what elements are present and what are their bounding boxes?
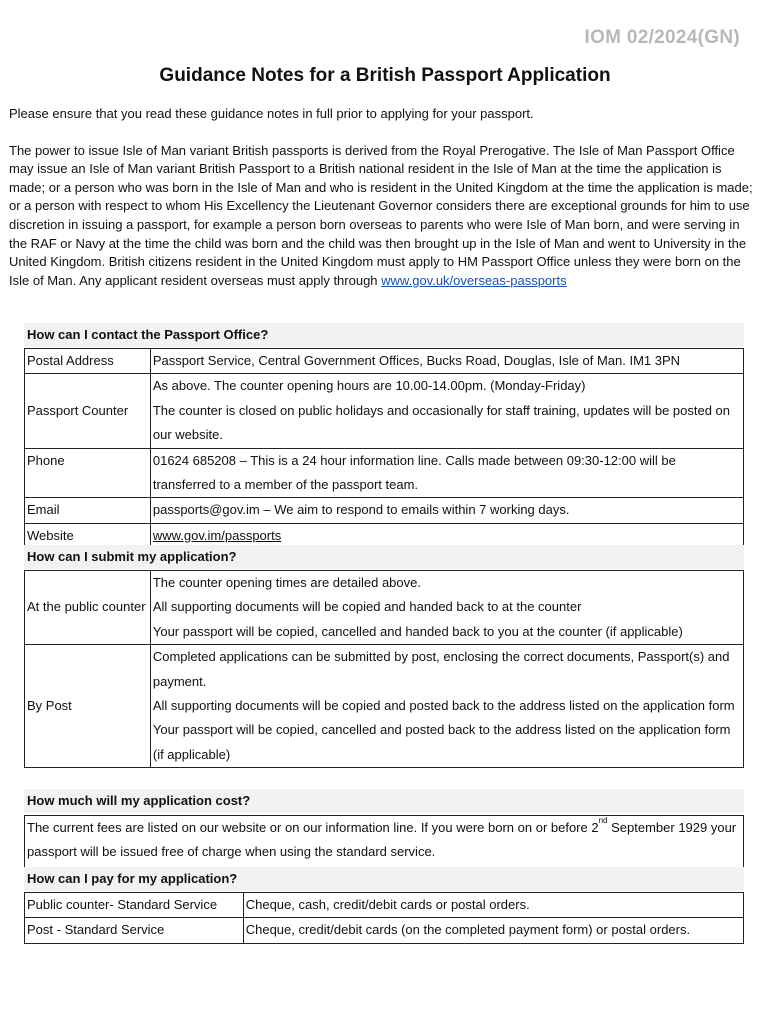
cost-heading: How much will my application cost? — [24, 789, 744, 813]
by-post-value — [150, 645, 743, 768]
post-documents-text: All supporting documents will be copied and posted back to the address listed on the application form — [152, 698, 735, 714]
pay-counter-value: Cheque, cash, credit/debit cards or postal orders. — [243, 893, 743, 918]
pay-table — [24, 892, 744, 944]
pay-post-label: Post - Standard Service — [25, 918, 244, 943]
table-row — [25, 645, 744, 768]
email-label: Email — [25, 498, 151, 523]
counter-times-text: The counter opening times are detailed above. — [152, 575, 421, 590]
counter-hours-text: As above. The counter opening hours are 10.00-14.00pm. (Monday-Friday) — [152, 378, 586, 394]
intro-eligibility — [9, 142, 761, 291]
contact-table — [24, 348, 744, 549]
intro-notice: Please ensure that you read these guidance notes in full prior to applying for your passport. — [9, 106, 534, 121]
post-passport-text: Your passport will be copied, cancelled and posted back to the address listed on the application form (if applicable) — [152, 722, 731, 762]
pay-post-value: Cheque, credit/debit cards (on the completed payment form) or postal orders. — [243, 918, 743, 943]
table-row — [25, 349, 744, 374]
public-counter-label: At the public counter — [25, 571, 151, 645]
email-value: passports@gov.im – We aim to respond to emails within 7 working days. — [150, 498, 743, 523]
counter-documents-text: All supporting documents will be copied and handed back to at the counter — [152, 599, 582, 615]
overseas-passports-link[interactable]: www.gov.uk/overseas-passports — [381, 272, 567, 288]
cost-superscript: nd — [598, 816, 608, 825]
table-row — [25, 571, 744, 645]
cost-box — [24, 815, 744, 868]
pay-counter-label: Public counter- Standard Service — [25, 893, 244, 918]
table-row — [25, 448, 744, 498]
intro-eligibility-text: The power to issue Isle of Man variant British passports is derived from the Royal Prerogative. The Isle of Man Passport Office may issue an Isle of Man variant British Passport to a British national resident in the Isle of Man at the time the application is made; or a person who was born in the Isle of Man and who is resident in the United Kingdom at the time the application is made; or a person with respect to whom His Excellency the Lieutenant Governor considers there are exceptional grounds for him to use discretion in issuing a passport, for example a person born overseas to parents who were Isle of Man born, and were serving in the RAF or Navy at the time the child was born and the child was then brought up in the Isle of Man and went to University in the United Kingdom. British citizens resident in the United Kingdom must apply to HM Passport Office unless they were born on the Isle of Man. Any applicant resident overseas must apply through — [9, 142, 753, 288]
website-label: Website — [25, 523, 151, 548]
page-title: Guidance Notes for a British Passport Application — [159, 65, 611, 86]
website-link[interactable]: www.gov.im/passports — [152, 527, 282, 543]
cost-text-b: September 1929 your passport will be issued free of charge when using the standard service. — [27, 820, 737, 860]
postal-address-label: Postal Address — [25, 349, 151, 374]
intro-section — [9, 105, 761, 308]
counter-closure-text: The counter is closed on public holidays and occasionally for staff training, updates will be posted on our website. — [152, 402, 731, 443]
phone-label: Phone — [25, 448, 151, 498]
table-row — [25, 918, 744, 943]
post-submission-text: Completed applications can be submitted by post, enclosing the correct documents, Passport(s) and payment. — [152, 649, 730, 689]
counter-passport-text: Your passport will be copied, cancelled and handed back to you at the counter (if applicable) — [152, 623, 683, 639]
contact-heading: How can I contact the Passport Office? — [24, 323, 744, 347]
cost-text-a: The current fees are listed on our website or on our information line. If you were born on or before 2 — [27, 820, 599, 835]
submit-table — [24, 570, 744, 768]
passport-counter-label: Passport Counter — [25, 374, 151, 448]
submit-heading: How can I submit my application? — [24, 545, 744, 569]
document-reference: IOM 02/2024(GN) — [584, 27, 740, 48]
pay-heading: How can I pay for my application? — [24, 867, 744, 891]
table-row — [25, 893, 744, 918]
passport-counter-value — [150, 374, 743, 448]
by-post-label: By Post — [25, 645, 151, 768]
postal-address-value: Passport Service, Central Government Offices, Bucks Road, Douglas, Isle of Man. IM1 3PN — [150, 349, 743, 374]
table-row — [25, 498, 744, 523]
phone-value: 01624 685208 – This is a 24 hour information line. Calls made between 09:30-12:00 will be transferred to a member of the passport team. — [150, 448, 743, 498]
public-counter-value — [150, 571, 743, 645]
table-row — [25, 374, 744, 448]
